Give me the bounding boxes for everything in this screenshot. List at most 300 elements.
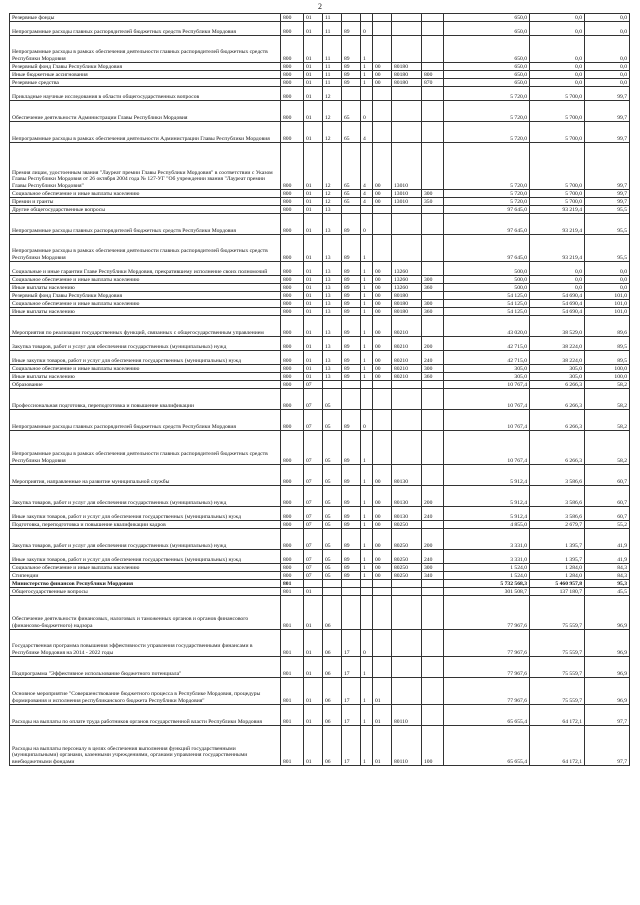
percent-executed: 99,7 xyxy=(585,143,630,190)
table-row xyxy=(10,79,630,87)
table-row xyxy=(10,206,630,214)
code-cell: 13 xyxy=(323,351,342,365)
executed-amount: 0,0 xyxy=(530,71,585,79)
code-cell xyxy=(373,101,392,122)
executed-amount: 6 266,3 xyxy=(530,431,585,465)
plan-amount: 54 125,0 xyxy=(444,292,530,300)
code-cell: 1 xyxy=(361,36,373,63)
code-cell: 13 xyxy=(323,365,342,373)
code-cell: 00 xyxy=(373,529,392,550)
percent-executed: 0,0 xyxy=(585,36,630,63)
percent-executed: 99,7 xyxy=(585,198,630,206)
code-cell: 05 xyxy=(323,572,342,580)
code-cell xyxy=(392,122,422,143)
executed-amount: 93 219,4 xyxy=(530,214,585,235)
code-cell: 1 xyxy=(361,365,373,373)
code-cell: 05 xyxy=(323,550,342,564)
row-name: Социальное обеспечение и иные выплаты населению xyxy=(10,300,281,308)
row-name: Обеспечение деятельности финансовых, налоговых и таможенных органов и органов финансового (финансово-бюджетного) надзора xyxy=(10,596,281,630)
code-cell xyxy=(373,381,392,389)
percent-executed: 101,0 xyxy=(585,292,630,300)
plan-amount: 65 655,4 xyxy=(444,726,530,766)
code-cell: 89 xyxy=(342,486,361,507)
executed-amount: 3 586,6 xyxy=(530,486,585,507)
code-cell: 89 xyxy=(342,22,361,36)
code-cell: 00 xyxy=(373,521,392,529)
code-cell: 240 xyxy=(422,507,444,521)
code-cell: 01 xyxy=(304,276,323,284)
code-cell xyxy=(373,14,392,22)
table-row xyxy=(10,262,630,276)
code-cell xyxy=(422,389,444,410)
code-cell: 1 xyxy=(361,465,373,486)
code-cell: 06 xyxy=(323,726,342,766)
row-name: Закупка товаров, работ и услуг для обеспечения государственных (муниципальных) нужд xyxy=(10,486,281,507)
code-cell: 80180 xyxy=(392,79,422,87)
code-cell: 4 xyxy=(361,198,373,206)
table-row xyxy=(10,521,630,529)
code-cell: 89 xyxy=(342,71,361,79)
plan-amount: 5 720,0 xyxy=(444,122,530,143)
table-row xyxy=(10,726,630,766)
code-cell: 800 xyxy=(281,316,304,337)
row-name: Мероприятия по реализации государственных функций, связанных с общегосударственным управлением xyxy=(10,316,281,337)
percent-executed: 99,7 xyxy=(585,87,630,101)
row-name: Закупка товаров, работ и услуг для обеспечения государственных (муниципальных) нужд xyxy=(10,529,281,550)
table-row xyxy=(10,14,630,22)
code-cell: 80110 xyxy=(392,705,422,726)
code-cell: 801 xyxy=(281,726,304,766)
executed-amount: 5 460 957,8 xyxy=(530,580,585,588)
row-name: Резервные фонды xyxy=(10,14,281,22)
plan-amount: 1 524,0 xyxy=(444,564,530,572)
plan-amount: 5 912,4 xyxy=(444,465,530,486)
code-cell: 01 xyxy=(304,79,323,87)
percent-executed: 99,7 xyxy=(585,122,630,143)
code-cell xyxy=(361,87,373,101)
row-name: Стипендии xyxy=(10,572,281,580)
code-cell: 06 xyxy=(323,630,342,657)
code-cell: 07 xyxy=(304,381,323,389)
code-cell: 800 xyxy=(281,550,304,564)
executed-amount: 5 700,0 xyxy=(530,87,585,101)
code-cell xyxy=(422,521,444,529)
row-name: Иные закупки товаров, работ и услуг для обеспечения государственных (муниципальных) нужд xyxy=(10,351,281,365)
plan-amount: 305,0 xyxy=(444,365,530,373)
code-cell: 89 xyxy=(342,300,361,308)
code-cell: 801 xyxy=(281,705,304,726)
code-cell: 00 xyxy=(373,276,392,284)
code-cell: 1 xyxy=(361,300,373,308)
table-row xyxy=(10,550,630,564)
code-cell: 80180 xyxy=(392,63,422,71)
plan-amount: 77 967,6 xyxy=(444,678,530,705)
table-row xyxy=(10,316,630,337)
code-cell: 00 xyxy=(373,190,392,198)
code-cell: 01 xyxy=(304,365,323,373)
plan-amount: 650,0 xyxy=(444,79,530,87)
code-cell: 00 xyxy=(373,351,392,365)
code-cell: 01 xyxy=(304,22,323,36)
code-cell: 800 xyxy=(281,572,304,580)
code-cell: 13260 xyxy=(392,262,422,276)
code-cell: 07 xyxy=(304,410,323,431)
code-cell: 89 xyxy=(342,572,361,580)
code-cell: 07 xyxy=(304,529,323,550)
code-cell xyxy=(422,580,444,588)
code-cell: 200 xyxy=(422,337,444,351)
code-cell: 00 xyxy=(373,71,392,79)
table-row xyxy=(10,630,630,657)
plan-amount: 3 331,0 xyxy=(444,529,530,550)
code-cell: 800 xyxy=(281,143,304,190)
code-cell: 80130 xyxy=(392,507,422,521)
code-cell: 07 xyxy=(304,521,323,529)
code-cell: 11 xyxy=(323,71,342,79)
code-cell: 13 xyxy=(323,214,342,235)
plan-amount: 54 125,0 xyxy=(444,300,530,308)
percent-executed: 41,9 xyxy=(585,550,630,564)
table-row xyxy=(10,431,630,465)
code-cell: 01 xyxy=(304,705,323,726)
plan-amount: 301 508,7 xyxy=(444,588,530,596)
executed-amount: 6 266,3 xyxy=(530,389,585,410)
code-cell xyxy=(392,580,422,588)
table-row xyxy=(10,337,630,351)
table-row xyxy=(10,365,630,373)
code-cell: 800 xyxy=(281,521,304,529)
percent-executed: 58,2 xyxy=(585,431,630,465)
code-cell: 800 xyxy=(281,63,304,71)
code-cell: 07 xyxy=(304,389,323,410)
percent-executed: 0,0 xyxy=(585,276,630,284)
code-cell: 1 xyxy=(361,486,373,507)
code-cell: 800 xyxy=(281,365,304,373)
percent-executed: 101,0 xyxy=(585,300,630,308)
percent-executed: 0,0 xyxy=(585,71,630,79)
code-cell xyxy=(373,36,392,63)
code-cell: 200 xyxy=(422,486,444,507)
code-cell: 07 xyxy=(304,507,323,521)
table-row xyxy=(10,308,630,316)
code-cell xyxy=(392,381,422,389)
code-cell: 05 xyxy=(323,529,342,550)
percent-executed: 60,7 xyxy=(585,486,630,507)
code-cell: 13 xyxy=(323,337,342,351)
code-cell: 12 xyxy=(323,198,342,206)
percent-executed: 99,7 xyxy=(585,190,630,198)
code-cell: 07 xyxy=(304,572,323,580)
plan-amount: 1 524,0 xyxy=(444,572,530,580)
executed-amount: 2 679,7 xyxy=(530,521,585,529)
code-cell xyxy=(422,63,444,71)
row-name: Иные закупки товаров, работ и услуг для обеспечения государственных (муниципальных) нужд xyxy=(10,507,281,521)
code-cell xyxy=(373,431,392,465)
table-row xyxy=(10,351,630,365)
executed-amount: 1 284,0 xyxy=(530,572,585,580)
code-cell: 801 xyxy=(281,580,304,588)
percent-executed: 0,0 xyxy=(585,79,630,87)
code-cell: 89 xyxy=(342,63,361,71)
code-cell: 1 xyxy=(361,726,373,766)
percent-executed: 55,2 xyxy=(585,521,630,529)
plan-amount: 5 732 568,3 xyxy=(444,580,530,588)
table-row xyxy=(10,572,630,580)
code-cell: 89 xyxy=(342,410,361,431)
code-cell xyxy=(392,389,422,410)
code-cell: 80250 xyxy=(392,564,422,572)
plan-amount: 3 331,0 xyxy=(444,550,530,564)
code-cell: 13260 xyxy=(392,276,422,284)
row-name: Подпрограмма "Эффективное использование бюджетного потенциала" xyxy=(10,657,281,678)
percent-executed: 60,7 xyxy=(585,465,630,486)
code-cell: 800 xyxy=(281,198,304,206)
code-cell: 89 xyxy=(342,284,361,292)
code-cell: 800 xyxy=(281,431,304,465)
table-row xyxy=(10,373,630,381)
table-row xyxy=(10,381,630,389)
code-cell: 800 xyxy=(281,190,304,198)
percent-executed: 45,5 xyxy=(585,588,630,596)
code-cell: 360 xyxy=(422,373,444,381)
table-row xyxy=(10,465,630,486)
code-cell: 350 xyxy=(422,198,444,206)
code-cell: 00 xyxy=(373,300,392,308)
code-cell: 80180 xyxy=(392,71,422,79)
code-cell: 07 xyxy=(304,431,323,465)
code-cell: 01 xyxy=(304,143,323,190)
code-cell xyxy=(373,122,392,143)
code-cell: 13260 xyxy=(392,284,422,292)
code-cell: 01 xyxy=(304,36,323,63)
percent-executed: 89,6 xyxy=(585,316,630,337)
code-cell xyxy=(373,588,392,596)
code-cell xyxy=(392,431,422,465)
code-cell xyxy=(373,22,392,36)
code-cell xyxy=(392,206,422,214)
code-cell: 01 xyxy=(373,726,392,766)
plan-amount: 77 967,6 xyxy=(444,630,530,657)
code-cell: 800 xyxy=(281,214,304,235)
code-cell: 00 xyxy=(373,572,392,580)
code-cell: 01 xyxy=(304,596,323,630)
percent-executed: 95,5 xyxy=(585,214,630,235)
code-cell: 00 xyxy=(373,365,392,373)
percent-executed: 97,7 xyxy=(585,705,630,726)
table-row xyxy=(10,63,630,71)
code-cell: 00 xyxy=(373,465,392,486)
code-cell: 01 xyxy=(304,262,323,276)
budget-table xyxy=(9,13,630,766)
code-cell: 89 xyxy=(342,365,361,373)
code-cell: 12 xyxy=(323,190,342,198)
code-cell: 1 xyxy=(361,550,373,564)
table-row xyxy=(10,657,630,678)
code-cell: 06 xyxy=(323,596,342,630)
code-cell: 80180 xyxy=(392,292,422,300)
code-cell: 11 xyxy=(323,63,342,71)
code-cell: 89 xyxy=(342,214,361,235)
code-cell xyxy=(361,580,373,588)
table-row xyxy=(10,284,630,292)
code-cell: 13010 xyxy=(392,143,422,190)
code-cell: 0 xyxy=(361,410,373,431)
executed-amount: 0,0 xyxy=(530,262,585,276)
code-cell: 800 xyxy=(281,351,304,365)
code-cell: 240 xyxy=(422,351,444,365)
executed-amount: 93 219,4 xyxy=(530,206,585,214)
code-cell: 800 xyxy=(422,71,444,79)
row-name: Премии и гранты xyxy=(10,198,281,206)
code-cell xyxy=(323,588,342,596)
percent-executed: 0,0 xyxy=(585,63,630,71)
code-cell: 12 xyxy=(323,101,342,122)
code-cell xyxy=(373,235,392,262)
code-cell xyxy=(361,206,373,214)
table-row xyxy=(10,198,630,206)
code-cell: 1 xyxy=(361,351,373,365)
code-cell xyxy=(422,36,444,63)
code-cell: 1 xyxy=(361,529,373,550)
percent-executed: 84,3 xyxy=(585,572,630,580)
code-cell: 1 xyxy=(361,63,373,71)
table-row xyxy=(10,389,630,410)
percent-executed: 95,3 xyxy=(585,580,630,588)
code-cell: 00 xyxy=(373,373,392,381)
code-cell: 1 xyxy=(361,521,373,529)
code-cell: 00 xyxy=(373,262,392,276)
code-cell: 1 xyxy=(361,337,373,351)
row-name: Резервные средства xyxy=(10,79,281,87)
code-cell: 800 xyxy=(281,101,304,122)
code-cell: 89 xyxy=(342,529,361,550)
table-row xyxy=(10,122,630,143)
code-cell xyxy=(392,87,422,101)
code-cell: 89 xyxy=(342,235,361,262)
row-name: Непрограммные расходы главных распорядителей бюджетных средств Республики Мордовия xyxy=(10,214,281,235)
plan-amount: 500,0 xyxy=(444,276,530,284)
code-cell xyxy=(323,580,342,588)
code-cell xyxy=(422,87,444,101)
code-cell: 800 xyxy=(281,373,304,381)
code-cell: 800 xyxy=(281,206,304,214)
plan-amount: 650,0 xyxy=(444,71,530,79)
code-cell: 01 xyxy=(304,101,323,122)
percent-executed: 0,0 xyxy=(585,14,630,22)
row-name: Расходы на выплаты персоналу в целях обеспечения выполнения функций государственными (муниципальными) органами, казенными учреждениями, органами управления государственными внебюджетными фондами xyxy=(10,726,281,766)
code-cell xyxy=(373,214,392,235)
code-cell: 80130 xyxy=(392,465,422,486)
code-cell: 13 xyxy=(323,284,342,292)
plan-amount: 5 720,0 xyxy=(444,87,530,101)
plan-amount: 10 767,4 xyxy=(444,381,530,389)
code-cell: 13 xyxy=(323,373,342,381)
code-cell: 1 xyxy=(361,262,373,276)
code-cell xyxy=(361,596,373,630)
code-cell xyxy=(392,36,422,63)
code-cell: 12 xyxy=(323,122,342,143)
executed-amount: 0,0 xyxy=(530,63,585,71)
code-cell xyxy=(422,14,444,22)
code-cell xyxy=(422,630,444,657)
code-cell: 801 xyxy=(281,630,304,657)
code-cell xyxy=(373,630,392,657)
code-cell xyxy=(422,235,444,262)
code-cell: 13 xyxy=(323,300,342,308)
percent-executed: 58,2 xyxy=(585,389,630,410)
code-cell xyxy=(392,410,422,431)
row-name: Министерство финансов Республики Мордовия xyxy=(10,580,281,588)
code-cell xyxy=(373,596,392,630)
code-cell: 801 xyxy=(281,678,304,705)
code-cell xyxy=(342,588,361,596)
row-name: Другие общегосударственные вопросы xyxy=(10,206,281,214)
code-cell: 89 xyxy=(342,36,361,63)
executed-amount: 0,0 xyxy=(530,79,585,87)
code-cell: 1 xyxy=(361,705,373,726)
code-cell: 00 xyxy=(373,316,392,337)
code-cell: 89 xyxy=(342,564,361,572)
table-row xyxy=(10,678,630,705)
executed-amount: 5 700,0 xyxy=(530,190,585,198)
row-name: Непрограммные расходы в рамках обеспечения деятельности Администрации Главы Республики Мордовия xyxy=(10,122,281,143)
code-cell: 1 xyxy=(361,71,373,79)
code-cell: 1 xyxy=(361,284,373,292)
code-cell: 01 xyxy=(304,316,323,337)
code-cell: 01 xyxy=(373,678,392,705)
code-cell: 80250 xyxy=(392,572,422,580)
table-row xyxy=(10,87,630,101)
code-cell xyxy=(392,22,422,36)
percent-executed: 95,5 xyxy=(585,235,630,262)
executed-amount: 1 395,7 xyxy=(530,529,585,550)
code-cell xyxy=(392,657,422,678)
code-cell: 870 xyxy=(422,79,444,87)
plan-amount: 97 645,0 xyxy=(444,214,530,235)
plan-amount: 650,0 xyxy=(444,36,530,63)
row-name: Обеспечение деятельности Администрации Главы Республики Мордовия xyxy=(10,101,281,122)
code-cell xyxy=(342,87,361,101)
code-cell xyxy=(361,389,373,410)
code-cell: 05 xyxy=(323,486,342,507)
code-cell xyxy=(392,101,422,122)
code-cell: 00 xyxy=(373,308,392,316)
executed-amount: 305,0 xyxy=(530,365,585,373)
code-cell: 01 xyxy=(304,190,323,198)
code-cell: 01 xyxy=(304,206,323,214)
code-cell: 01 xyxy=(304,71,323,79)
executed-amount: 54 690,4 xyxy=(530,308,585,316)
percent-executed: 41,9 xyxy=(585,529,630,550)
code-cell xyxy=(422,410,444,431)
code-cell: 800 xyxy=(281,507,304,521)
plan-amount: 650,0 xyxy=(444,22,530,36)
row-name: Иные выплаты населению xyxy=(10,373,281,381)
executed-amount: 75 559,7 xyxy=(530,657,585,678)
code-cell: 17 xyxy=(342,630,361,657)
row-name: Премия лицам, удостоенным звания "Лауреат премии Главы Республики Мордовия" в соответствии с Указом Главы Республики Мордовия от 26 октября 2004 года № 127-УГ "Об учреждении звания "Лауреат премии Главы Республики Мордовия" xyxy=(10,143,281,190)
code-cell: 07 xyxy=(304,486,323,507)
code-cell: 01 xyxy=(304,373,323,381)
code-cell: 80210 xyxy=(392,316,422,337)
plan-amount: 77 967,6 xyxy=(444,657,530,678)
code-cell: 89 xyxy=(342,465,361,486)
code-cell: 01 xyxy=(304,214,323,235)
code-cell: 05 xyxy=(323,521,342,529)
code-cell xyxy=(342,580,361,588)
code-cell: 800 xyxy=(281,284,304,292)
percent-executed: 96,9 xyxy=(585,630,630,657)
